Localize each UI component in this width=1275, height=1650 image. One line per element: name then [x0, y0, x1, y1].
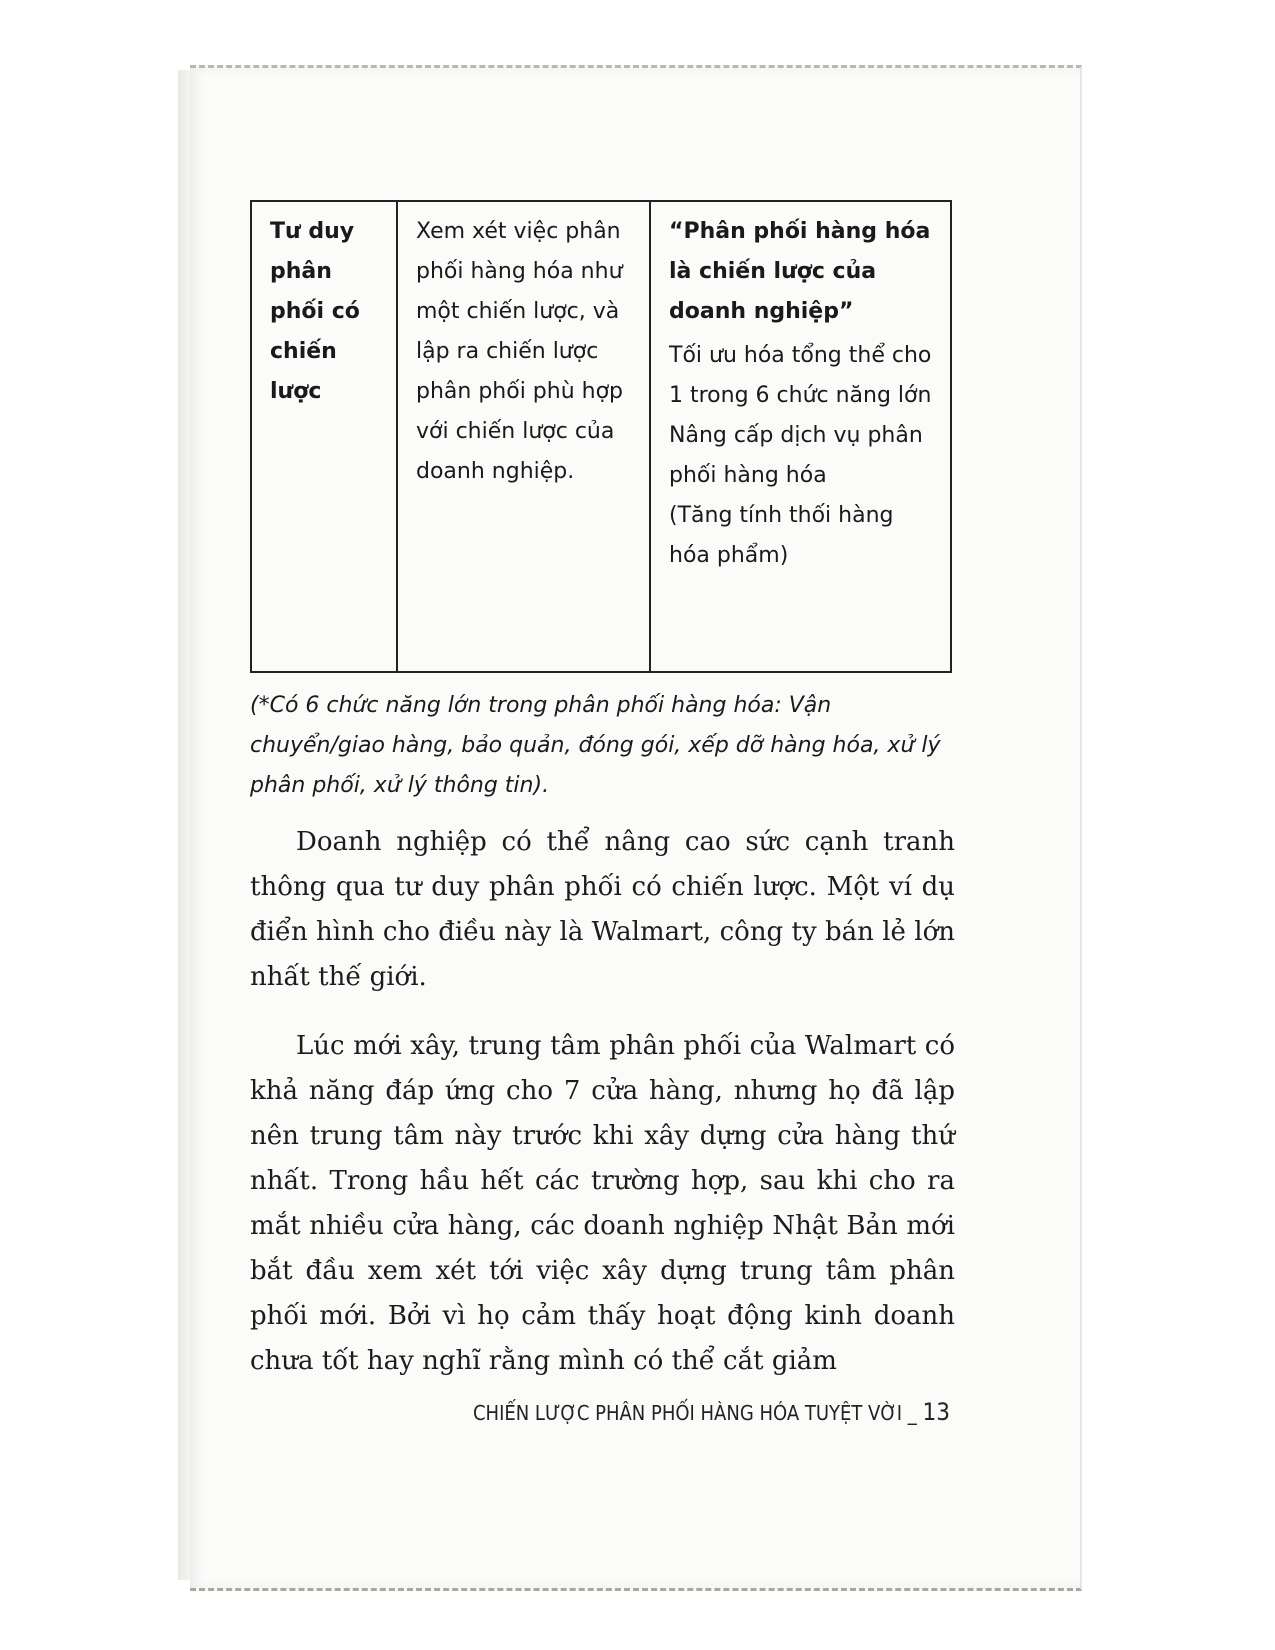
- body-paragraph: Doanh nghiệp có thể nâng cao sức cạnh tranh thông qua tư duy phân phối có chiến lược. Một ví dụ điển hình cho điều này là Walmart, công ty bán lẻ lớn nhất thế giới.: [250, 827, 955, 992]
- body-paragraph: Lúc mới xây, trung tâm phân phối của Walmart có khả năng đáp ứng cho 7 cửa hàng, nhưng họ đã lập nên trung tâm này trước khi xây dựng cửa hàng thứ nhất. Trong hầu hết các trường hợp, sau khi cho ra mắt nhiều cửa hàng, các doanh nghiệp Nhật Bản mới bắt đầu xem xét tới việc xây dựng trung tâm phân phối mới. Bởi vì họ cảm thấy hoạt động kinh doanh chưa tốt hay nghĩ rằng mình có thể cắt giảm: [250, 1031, 955, 1376]
- table-cell-label: [251, 201, 397, 672]
- table-footnote: (*Có 6 chức năng lớn trong phân phối hàng hóa: Vận chuyển/giao hàng, bảo quản, đóng gói, xếp dỡ hàng hóa, xử lý phân phối, xử lý thông tin).: [250, 693, 941, 798]
- strategy-table: [250, 200, 952, 673]
- body-text: [250, 820, 955, 1384]
- strategy-label: Tư duy phân phối có chiến lược: [270, 219, 360, 404]
- running-title: CHIẾN LƯỢC PHÂN PHỐI HÀNG HÓA TUYỆT VỜI _: [472, 1401, 917, 1425]
- strategy-detail-item: Nâng cấp dịch vụ phân phối hàng hóa: [669, 423, 923, 488]
- page-number: 13: [922, 1398, 950, 1426]
- strategy-detail-item: Tối ưu hóa tổng thể cho 1 trong 6 chức năng lớn: [669, 343, 932, 408]
- strategy-quote-title: “Phân phối hàng hóa là chiến lược của doanh nghiệp”: [669, 219, 931, 324]
- table-cell-details: [650, 201, 951, 672]
- table-cell-description: [397, 201, 650, 672]
- strategy-detail-item: (Tăng tính thối hàng hóa phẩm): [669, 503, 894, 568]
- table-row: [251, 201, 951, 672]
- running-footer: [473, 1398, 950, 1426]
- strategy-description: Xem xét việc phân phối hàng hóa như một chiến lược, và lập ra chiến lược phân phối phù hợp với chiến lược của doanh nghiệp.: [416, 219, 624, 484]
